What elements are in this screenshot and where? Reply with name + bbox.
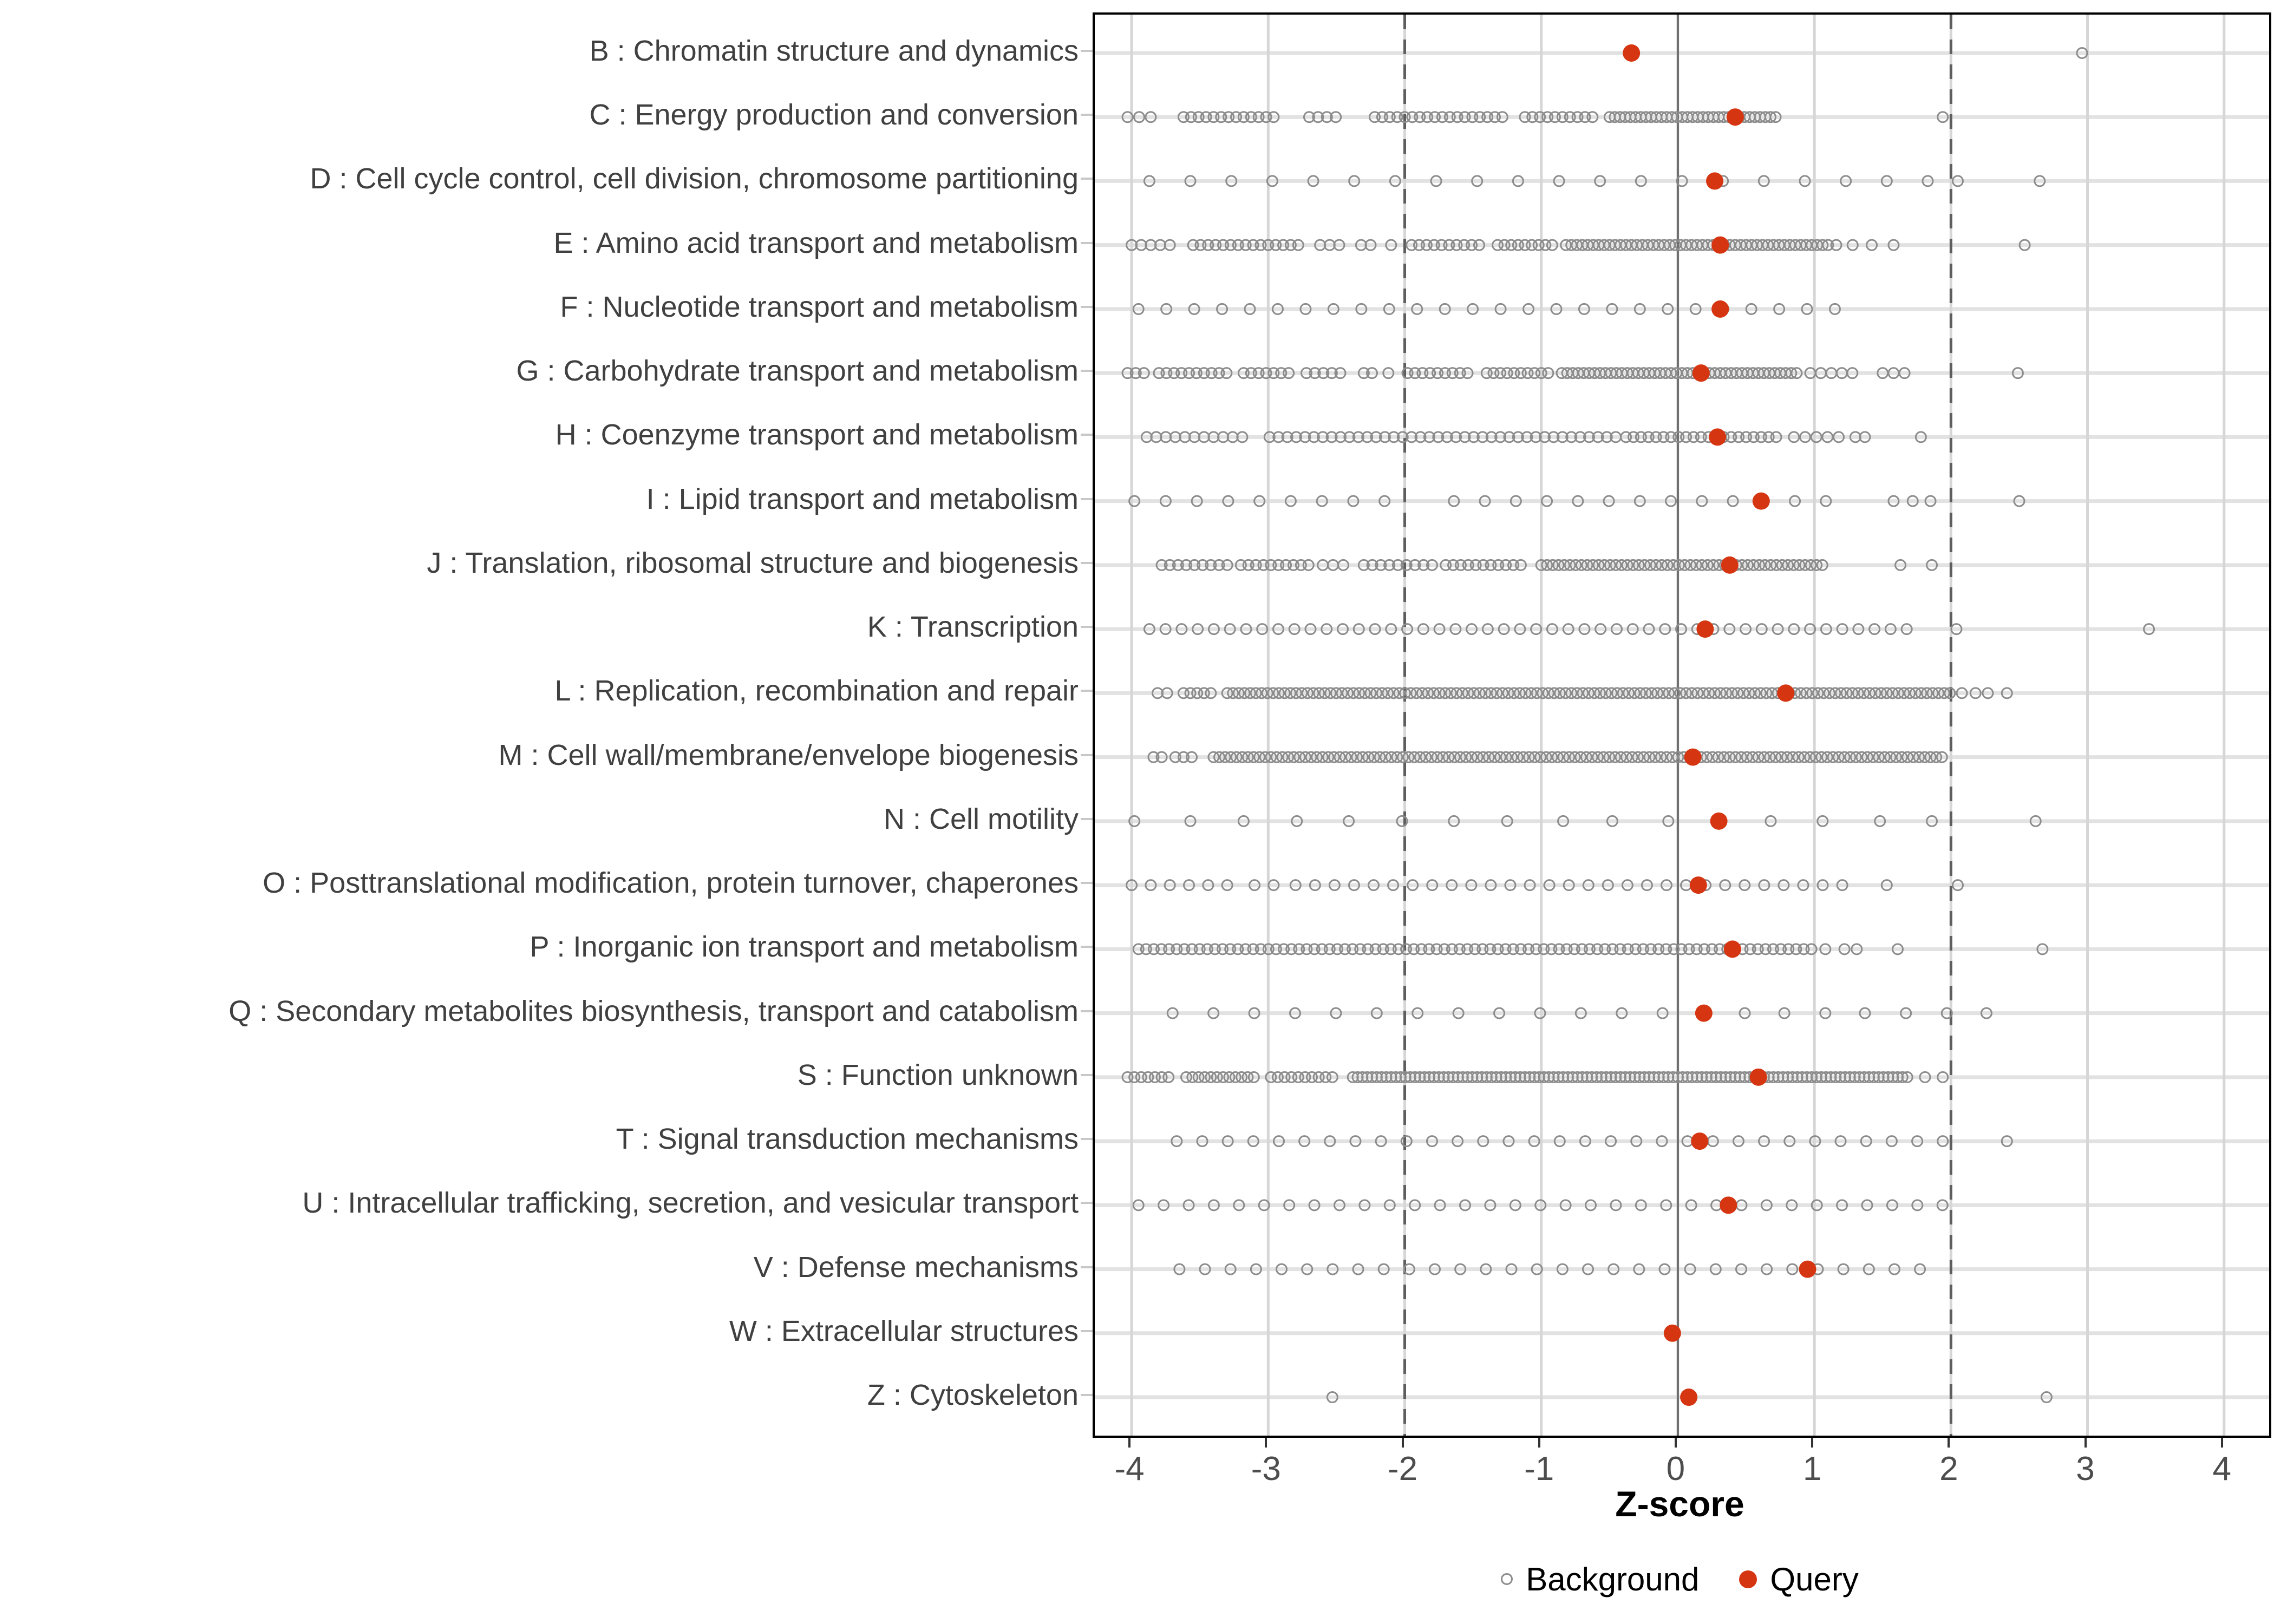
query-point xyxy=(1777,684,1794,702)
category-label: P : Inorganic ion transport and metabolism xyxy=(530,931,1079,964)
plot-area-svg xyxy=(1095,15,2269,1436)
y-tick-mark xyxy=(1081,690,1093,692)
y-tick-mark xyxy=(1081,1010,1093,1012)
query-point xyxy=(1727,108,1744,126)
category-label: B : Chromatin structure and dynamics xyxy=(589,34,1079,67)
query-point xyxy=(1696,620,1714,638)
y-tick-mark xyxy=(1081,242,1093,244)
query-point xyxy=(1623,44,1640,62)
x-tick-label: 4 xyxy=(2212,1450,2231,1488)
query-point xyxy=(1680,1389,1697,1406)
category-label: K : Transcription xyxy=(867,611,1079,644)
x-tick-mark xyxy=(1128,1438,1131,1448)
x-tick-label: 0 xyxy=(1666,1450,1685,1488)
x-tick-label: -1 xyxy=(1524,1450,1554,1488)
x-tick-label: -2 xyxy=(1387,1450,1418,1488)
x-tick-mark xyxy=(1811,1438,1813,1448)
plot-panel xyxy=(1093,12,2271,1438)
x-tick-label: 1 xyxy=(1802,1450,1822,1488)
x-tick-label: 2 xyxy=(1939,1450,1958,1488)
category-label: C : Energy production and conversion xyxy=(589,99,1079,132)
query-point xyxy=(1750,1069,1767,1086)
query-point xyxy=(1724,940,1741,958)
x-tick-label: 3 xyxy=(2076,1450,2095,1488)
category-label: J : Translation, ribosomal structure and biogenesis xyxy=(427,546,1079,579)
category-label: E : Amino acid transport and metabolism xyxy=(553,226,1079,259)
category-label: V : Defense mechanisms xyxy=(753,1250,1079,1284)
x-tick-mark xyxy=(1948,1438,1950,1448)
x-tick-mark xyxy=(2221,1438,2223,1448)
y-tick-mark xyxy=(1081,434,1093,436)
category-label: I : Lipid transport and metabolism xyxy=(646,482,1079,515)
query-point xyxy=(1695,1005,1713,1022)
query-point xyxy=(1693,364,1710,382)
y-tick-mark xyxy=(1081,1394,1093,1396)
query-point xyxy=(1799,1261,1816,1278)
query-point xyxy=(1721,556,1739,574)
category-label: D : Cell cycle control, cell division, chromosome partitioning xyxy=(310,162,1079,195)
query-point xyxy=(1753,493,1770,510)
query-point xyxy=(1690,876,1707,894)
y-tick-mark xyxy=(1081,370,1093,372)
y-tick-mark xyxy=(1081,50,1093,52)
y-tick-mark xyxy=(1081,1202,1093,1204)
x-axis-title: Z-score xyxy=(1615,1484,1744,1524)
category-label: O : Posttranslational modification, protein turnover, chaperones xyxy=(263,867,1079,900)
y-tick-mark xyxy=(1081,754,1093,756)
x-tick-mark xyxy=(2084,1438,2087,1448)
query-point xyxy=(1710,813,1728,830)
x-tick-mark xyxy=(1402,1438,1404,1448)
category-label: T : Signal transduction mechanisms xyxy=(616,1123,1079,1156)
legend-background-label: Background xyxy=(1526,1561,1700,1597)
category-label: U : Intracellular trafficking, secretion, and vesicular transport xyxy=(302,1187,1079,1220)
x-tick-mark xyxy=(1265,1438,1267,1448)
query-point xyxy=(1720,1196,1737,1214)
category-label: S : Function unknown xyxy=(797,1058,1079,1091)
y-tick-mark xyxy=(1081,1330,1093,1332)
query-point xyxy=(1691,1132,1708,1150)
y-tick-mark xyxy=(1081,1138,1093,1140)
y-tick-mark xyxy=(1081,306,1093,308)
category-label: N : Cell motility xyxy=(883,802,1079,835)
x-tick-mark xyxy=(1675,1438,1677,1448)
category-label: G : Carbohydrate transport and metabolism xyxy=(516,355,1079,388)
legend-query-label: Query xyxy=(1770,1561,1859,1597)
y-tick-mark xyxy=(1081,178,1093,180)
x-tick-mark xyxy=(1538,1438,1540,1448)
category-label: H : Coenzyme transport and metabolism xyxy=(555,418,1079,451)
query-point xyxy=(1684,749,1702,766)
legend xyxy=(1093,1555,2267,1603)
y-tick-mark xyxy=(1081,946,1093,948)
category-label: W : Extracellular structures xyxy=(729,1314,1079,1347)
legend-background-marker-icon xyxy=(1501,1573,1513,1585)
category-label: Z : Cytoskeleton xyxy=(867,1379,1079,1412)
y-tick-mark xyxy=(1081,498,1093,500)
query-point xyxy=(1709,428,1726,446)
category-label: M : Cell wall/membrane/envelope biogenesis xyxy=(498,738,1079,771)
y-tick-mark xyxy=(1081,818,1093,820)
x-tick-label: -3 xyxy=(1251,1450,1281,1488)
query-point xyxy=(1706,172,1723,189)
x-tick-label: -4 xyxy=(1114,1450,1145,1488)
query-point xyxy=(1711,237,1729,254)
y-tick-mark xyxy=(1081,114,1093,116)
y-tick-mark xyxy=(1081,882,1093,884)
category-label: L : Replication, recombination and repair xyxy=(554,675,1079,708)
category-label: F : Nucleotide transport and metabolism xyxy=(560,290,1079,323)
y-tick-mark xyxy=(1081,626,1093,628)
y-tick-mark xyxy=(1081,562,1093,564)
y-tick-mark xyxy=(1081,1074,1093,1076)
category-label: Q : Secondary metabolites biosynthesis, transport and catabolism xyxy=(228,994,1079,1027)
query-point xyxy=(1664,1325,1681,1342)
y-tick-mark xyxy=(1081,1266,1093,1268)
legend-query-marker-icon xyxy=(1739,1570,1757,1588)
query-point xyxy=(1711,300,1729,318)
